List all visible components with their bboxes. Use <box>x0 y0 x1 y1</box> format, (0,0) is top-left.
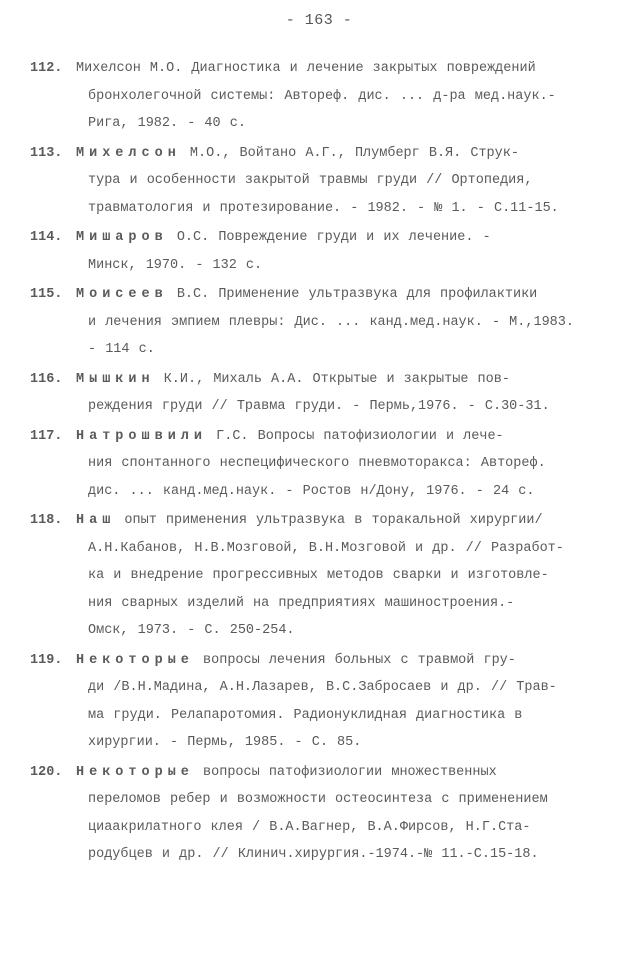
entry-number: 117. <box>30 428 63 444</box>
entry-text: вопросы лечения больных с травмой гру- <box>193 652 516 668</box>
bibliography-entry <box>30 759 600 869</box>
entry-author: Наш <box>76 513 116 528</box>
entry-number: 118. <box>30 513 63 528</box>
entry-line <box>76 647 600 675</box>
entry-line <box>76 140 600 168</box>
bibliography-list <box>30 55 600 871</box>
entry-line: Минск, 1970. - 132 с. <box>88 257 263 273</box>
entry-line <box>76 281 600 309</box>
entry-line <box>76 759 600 787</box>
bibliography-entry <box>30 507 600 645</box>
entry-line: травматология и протезирование. - 1982. - № 1. - С.11-15. <box>88 200 559 216</box>
entry-line: хирургии. - Пермь, 1985. - С. 85. <box>88 735 362 750</box>
entry-text: О.С. Повреждение груди и их лечение. - <box>167 230 491 245</box>
entry-text: вопросы патофизиологии множественных <box>193 764 497 780</box>
entry-line <box>76 507 600 535</box>
entry-number: 116. <box>30 371 63 387</box>
entry-number: 114. <box>30 230 63 245</box>
entry-line: дис. ... канд.мед.наук. - Ростов н/Дону, 1976. - 24 с. <box>88 483 535 499</box>
entry-line <box>76 55 600 83</box>
entry-line: ка и внедрение прогрессивных методов сварки и изготовле- <box>88 568 549 583</box>
entry-author: Мышкин <box>76 371 155 387</box>
entry-text: К.И., Михаль А.А. Открытые и закрытые пов- <box>154 371 510 387</box>
entry-line: и лечения эмпием плевры: Дис. ... канд.мед.наук. - М.,1983. <box>88 314 574 330</box>
entry-line: А.Н.Кабанов, Н.В.Мозговой, В.Н.Мозговой и др. // Разработ- <box>88 540 564 556</box>
bibliography-entry <box>30 647 600 757</box>
entry-line: переломов ребер и возможности остеосинтеза с применением <box>88 792 548 807</box>
entry-line <box>76 224 600 252</box>
entry-author: Михелсон М.О. <box>76 61 183 76</box>
entry-author: Мишаров <box>76 230 168 245</box>
entry-line: Омск, 1973. - С. 250-254. <box>88 623 295 638</box>
entry-author: Некоторые <box>76 652 194 668</box>
entry-line: бронхолегочной системы: Автореф. дис. ... д-ра мед.наук.- <box>88 88 556 104</box>
bibliography-entry <box>30 224 600 279</box>
entry-line: ния сварных изделий на предприятиях машиностроения.- <box>88 595 515 611</box>
entry-line: ния спонтанного неспецифического пневмоторакса: Автореф. <box>88 456 546 471</box>
entry-text: М.О., Войтано А.Г., Плумберг В.Я. Струк- <box>180 145 519 161</box>
entry-text: Диагностика и лечение закрытых повреждений <box>182 61 536 76</box>
entry-line: ма груди. Релапаротомия. Радионуклидная диагностика в <box>88 707 523 723</box>
bibliography-entry <box>30 140 600 223</box>
entry-text: В.С. Применение ультразвука для профилактики <box>167 287 538 302</box>
entry-text: опыт применения ультразвука в торакальной хирургии/ <box>115 513 543 528</box>
entry-text: Г.С. Вопросы патофизиологии и лече- <box>207 428 504 444</box>
entry-line: тура и особенности закрытой травмы груди // Ортопедия, <box>88 173 533 188</box>
entry-number: 113. <box>30 145 63 161</box>
entry-line: циаакрилатного клея / В.А.Вагнер, В.А.Фирсов, Н.Г.Ста- <box>88 819 531 835</box>
entry-line <box>76 366 600 394</box>
entry-number: 112. <box>30 61 63 76</box>
entry-line: реждения груди // Травма груди. - Пермь,1976. - С.30-31. <box>88 399 550 414</box>
entry-line: ди /В.Н.Мадина, А.Н.Лазарев, В.С.Забросаев и др. // Трав- <box>88 680 557 695</box>
entry-author: Некоторые <box>76 764 194 780</box>
entry-number: 115. <box>30 287 63 302</box>
bibliography-entry <box>30 366 600 421</box>
entry-line: родубцев и др. // Клинич.хирургия.-1974.-№ 11.-С.15-18. <box>88 847 539 862</box>
entry-line <box>76 423 600 451</box>
entry-number: 120. <box>30 764 63 780</box>
entry-number: 119. <box>30 652 63 668</box>
bibliography-entry <box>30 423 600 506</box>
page-number: - 163 - <box>285 12 353 29</box>
entry-line: - 114 с. <box>88 342 155 357</box>
bibliography-entry <box>30 281 600 364</box>
entry-line: Рига, 1982. - 40 с. <box>88 116 246 131</box>
entry-author: Натрошвили <box>76 428 208 444</box>
entry-author: Моисеев <box>76 287 168 302</box>
bibliography-entry <box>30 55 600 138</box>
entry-author: Михелсон <box>76 145 181 161</box>
